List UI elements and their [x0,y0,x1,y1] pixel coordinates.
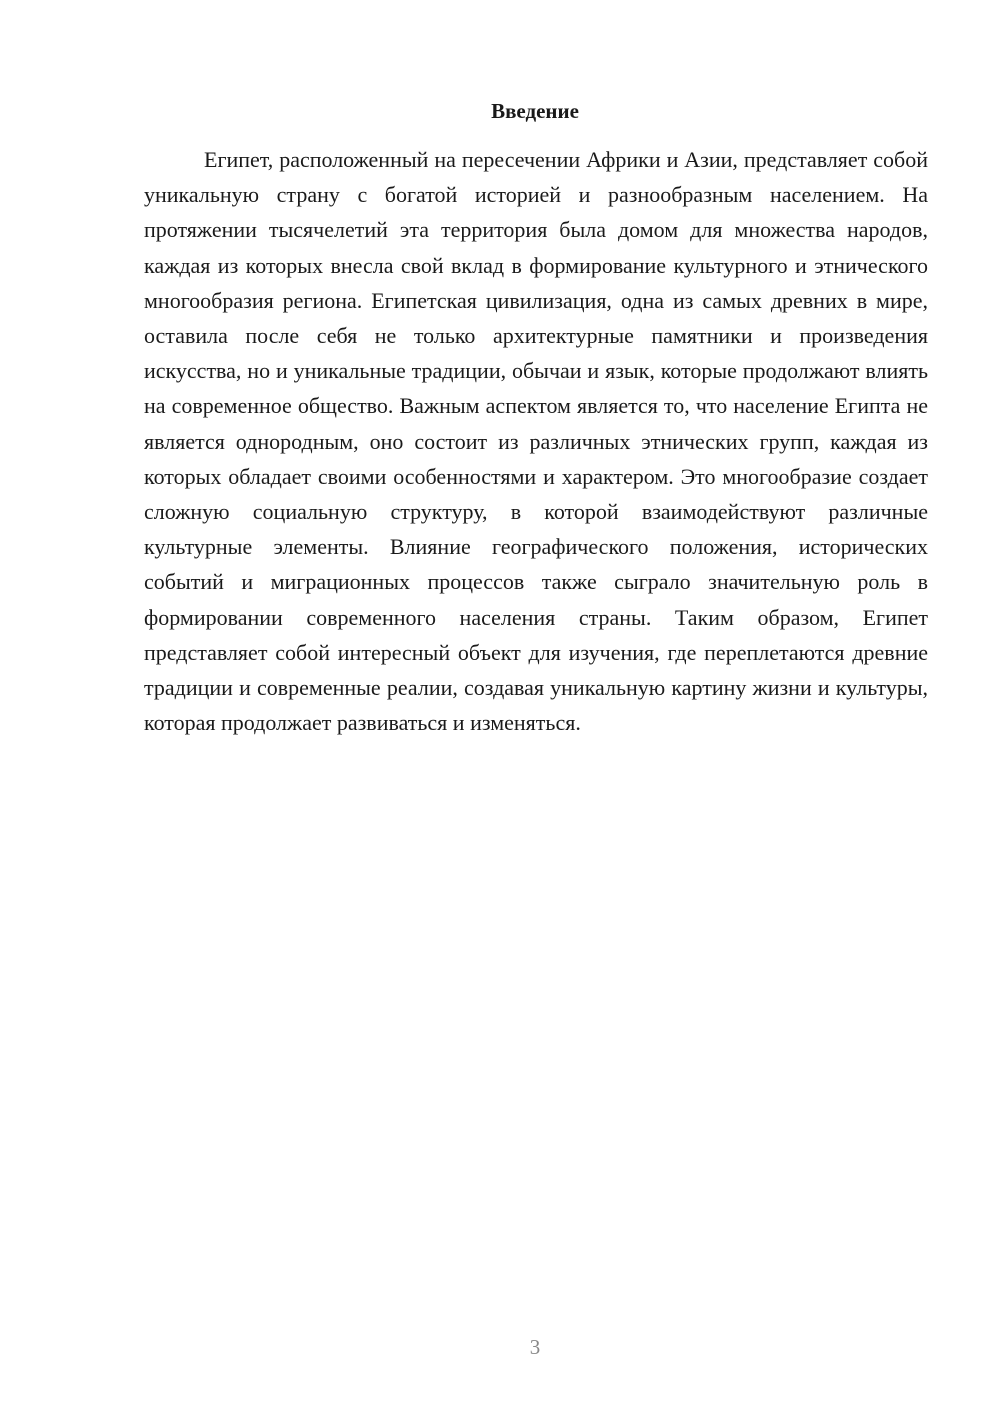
page-number: 3 [529,1335,541,1359]
body-paragraph: Египет, расположенный на пересечении Африки и Азии, представляет собой уникальную страну с богатой историей и разнообразным населением. На протяжении тысячелетий эта территория была домом для множества народов, каждая из которых внесла свой вклад в формирование культурного и этнического многообразия региона. Египетская цивилизация, одна из самых древних в мире, оставила после себя не только архитектурные памятники и произведения искусства, но и уникальные традиции, обычаи и язык, которые продолжают влиять на современное общество. Важным аспектом является то, что население Египта не является однородным, оно состоит из различных этнических групп, каждая из которых обладает своими особенностями и характером. Это многообразие создает сложную социальную структуру, в которой взаимодействуют различные культурные элементы. Влияние географического положения, исторических событий и миграционных процессов также сыграло значительную роль в формировании современного населения страны. Таким образом, Египет представляет собой интересный объект для изучения, где переплетаются древние традиции и современные реалии, создавая уникальную картину жизни и культуры, которая продолжает развиваться и изменяться. [144,147,928,736]
section-heading: Введение [491,99,579,123]
